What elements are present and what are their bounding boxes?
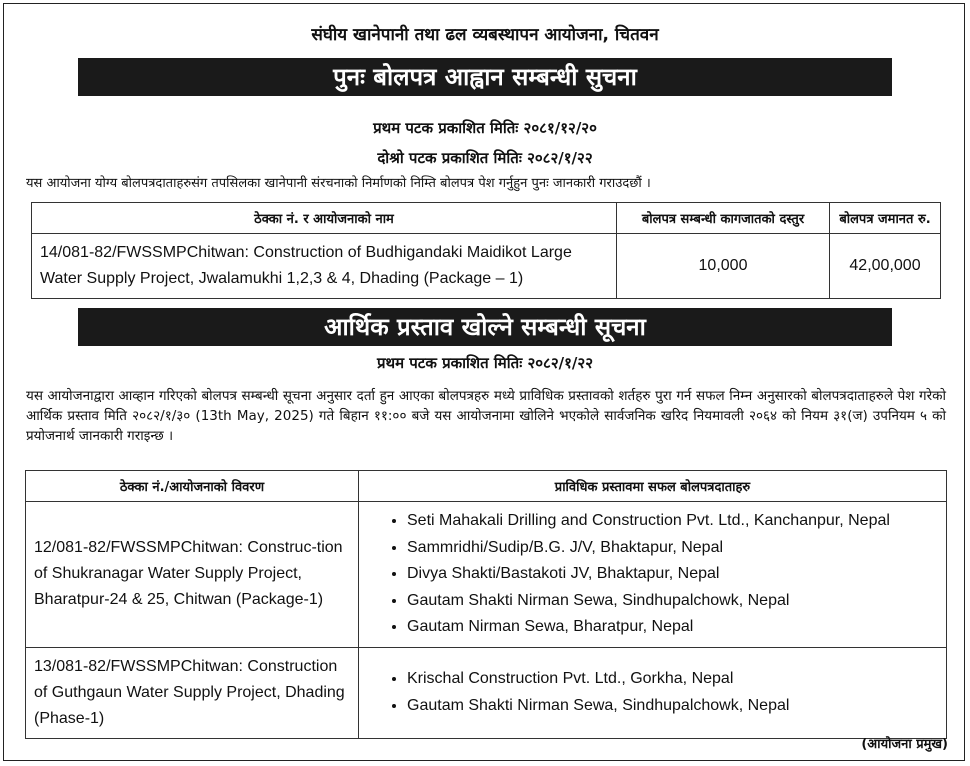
notice1-header-name: ठेक्का नं. र आयोजनाको नाम [32, 203, 617, 234]
office-title: संघीय खानेपानी तथा ढल व्यबस्थापन आयोजना, चितवन [311, 25, 659, 45]
bid-security: 42,00,000 [830, 234, 941, 299]
contract-description: 13/081-82/FWSSMPChitwan: Construction of Guthgaun Water Supply Project, Dhading (Phase-1) [26, 647, 359, 738]
list-item: • Divya Shakti/Bastakoti JV, Bhaktapur, Nepal [407, 561, 938, 588]
signature-label: (आयोजना प्रमुख) [861, 737, 948, 752]
notice1-first-publication: प्रथम पटक प्रकाशित मितिः २०८१/१२/२० [373, 119, 597, 137]
notice2-table [25, 470, 947, 739]
list-item: • Sammridhi/Sudip/B.G. J/V, Bhaktapur, Nepal [407, 535, 938, 562]
notice2-intro: यस आयोजनाद्वारा आव्हान गरिएको बोलपत्र सम्बन्धी सूचना अनुसार दर्ता हुन आएका बोलपत्रहरु मध्ये प्राविधिक प्रस्तावको शर्तहरु पुरा गर्न सफल निम्न अनुसारको बोलपत्रदाताहरुले पेश गरेको आर्थिक प्रस्ताव मिति २०८२/१/३० (13th May, 2025) गते बिहान ११:०० बजे यस आयोजनामा खोलिने भएकोले सार्वजनिक खरिद नियमावली २०६४ को नियम ३१(ज) उपनियम ५ को प्रयोजनार्थ जानकारी गराइन्छ । [26, 388, 946, 444]
list-item: • Gautam Nirman Sewa, Bharatpur, Nepal [407, 614, 938, 641]
notice2-header-contract: ठेक्का नं./आयोजनाको विवरण [26, 471, 359, 502]
notice1-banner: पुनः बोलपत्र आह्वान सम्बन्धी सुचना [78, 58, 892, 96]
list-item: • Gautam Shakti Nirman Sewa, Sindhupalchowk, Nepal [407, 693, 938, 720]
list-item: • Gautam Shakti Nirman Sewa, Sindhupalchowk, Nepal [407, 588, 938, 615]
list-item: • Krischal Construction Pvt. Ltd., Gorkha, Nepal [407, 666, 938, 693]
notice2-header-bidders: प्राविधिक प्रस्तावमा सफल बोलपत्रदाताहरु [359, 471, 947, 502]
document-fee: 10,000 [617, 234, 830, 299]
contract-description: 12/081-82/FWSSMPChitwan: Construc-tion of Shukranagar Water Supply Project, Bharatpur-24 & 25, Chitwan (Package-1) [26, 502, 359, 648]
notice1-intro: यस आयोजना योग्य बोलपत्रदाताहरुसंग तपसिलका खानेपानी संरचनाको निर्माणको निम्ति बोलपत्र पेश गर्नुहुन पुनः जानकारी गराउदछौं । [26, 176, 651, 191]
notice2-first-publication: प्रथम पटक प्रकाशित मितिः २०८२/१/२२ [376, 354, 594, 372]
table-row [26, 502, 947, 648]
notice1-table [31, 202, 941, 299]
table-row [26, 647, 947, 738]
table-row [32, 234, 941, 299]
notice1-header-fee: बोलपत्र सम्बन्धी कागजातको दस्तुर [617, 203, 830, 234]
notice1-second-publication: दोश्रो पटक प्रकाशित मितिः २०८२/१/२२ [377, 149, 593, 167]
list-item: • Seti Mahakali Drilling and Construction Pvt. Ltd., Kanchanpur, Nepal [407, 508, 938, 535]
contract-name: 14/081-82/FWSSMPChitwan: Construction of Budhigandaki Maidikot Large Water Supply Project, Jwalamukhi 1,2,3 & 4, Dhading (Package – 1) [32, 234, 617, 299]
notice1-header-security: बोलपत्र जमानत रु. [830, 203, 941, 234]
bidder-list [367, 508, 938, 641]
bidder-list-cell [359, 502, 947, 648]
bidder-list-cell [359, 647, 947, 738]
bidder-list [367, 666, 938, 719]
notice2-banner: आर्थिक प्रस्ताव खोल्ने सम्बन्धी सूचना [78, 308, 892, 346]
